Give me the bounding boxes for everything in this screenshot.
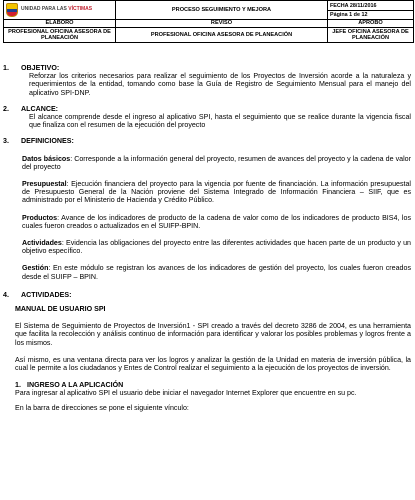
- paragraph: Para ingresar al aplicativo SPI el usuario debe iniciar el navegador Internet Explorer que encuentre en su pc.: [15, 389, 357, 398]
- definition-item: Productos: Avance de los indicadores de producto de la cadena de valor como de los indicadores de producto BIS4, los cuales fueron creados o actualizados en el SUIFP-BPIN.: [22, 213, 411, 230]
- definition-item: Gestión: En este módulo se registran los avances de los indicadores de gestión del proyecto, los cuales fueron creados desde el SUIFP – BPIN.: [22, 264, 411, 281]
- process-title: PROCESO SEGUIMIENTO Y MEJORA: [116, 1, 328, 20]
- document-date: FECHA 28/11/2016: [330, 2, 377, 9]
- definition-item: Actividades: Evidencia las obligaciones del proyecto entre las diferentes actividades que hacen parte de un producto y un objetivo específico.: [22, 239, 411, 256]
- date-page-cell: [328, 1, 414, 20]
- col-elaboro-label: ELABORÓ: [4, 20, 116, 28]
- paragraph: En la barra de direcciones se pone el siguiente vínculo:: [15, 403, 189, 412]
- definition-term: Productos: [22, 213, 58, 222]
- section-text: El alcance comprende desde el ingreso al aplicativo SPI, hasta el seguimiento que se realice durante la vigencia fiscal que finaliza con el resumen de la ejecución del proyecto: [29, 113, 411, 130]
- manual-title: MANUAL DE USUARIO SPI: [15, 305, 106, 314]
- section-alcance: 2. ALCANCE: El alcance comprende desde el ingreso al aplicativo SPI, hasta el seguimiento que se realice durante la vigencia fiscal que finaliza con el resumen de la ejecución del proyecto: [3, 104, 411, 130]
- section-title: OBJETIVO:: [21, 64, 60, 72]
- definition-term: Datos básicos: [22, 154, 71, 163]
- document-header-table: [3, 0, 414, 43]
- section-title: ALCANCE:: [21, 104, 59, 113]
- section-definiciones: 3. DEFINICIONES: Datos básicos: Corresponde a la información general del proyecto, resumen de avances del proyecto y la cadena de valor del proyecto Presupuestal: Ejecución financiera del proyecto para la vigencia por fuente de financiación. La información presupuestal de Presupuesto General de la Nación proviene del Sistema Integrado de Información Financiera – SIIF, que es administrado por el Ministerio de Hacienda y Crédito Público. Productos: Avance de los indicadores de producto de la cadena de valor como de los indicadores de producto BIS4, los cuales fueron creados o actualizados en el SUIFP-BPIN. Actividades: Evidencia las obligaciones del proyecto entre las diferentes actividades que hacen parte de un producto y un objetivo específico. Gestión: En este módulo se registran los avances de los indicadores de gestión del proyecto, los cuales fueron creados desde el SUIFP – BPIN.: [3, 137, 411, 281]
- section-title: ACTIVIDADES:: [21, 290, 72, 299]
- section-text: Reforzar los criterios necesarios para realizar el seguimiento de los Proyectos de Inversión acorde a la naturaleza y requerimientos de la entidad, tomando como base la Guía de Registro de Seguimiento Mensual para el manejo del aplicativo SPI-DNP.: [29, 72, 411, 97]
- logo: UNIDAD PARA LAS VÍCTIMAS: [6, 3, 113, 17]
- section-actividades: 4. ACTIVIDADES: MANUAL DE USUARIO SPI El Sistema de Seguimiento de Proyectos de Inversión1 - SPI creado a través del decreto 3286 de 2004, es una herramienta que facilita la recolección y análisis continuo de información para identificar y valorar los posibles problemas y logros frente a los mismos. Así mismo, es una ventana directa para ver los logros y analizar la gestión de la Unidad en materia de inversión pública, la cual le permite a los ciudadanos y Entes de Control realizar el seguimiento a la ejecución de los proyectos de inversión. 1. INGRESO A LA APLICACIÓN Para ingresar al aplicativo SPI el usuario debe iniciar el navegador Internet Explorer que encuentre en su pc. En la barra de direcciones se pone el siguiente vínculo:: [3, 290, 411, 412]
- paragraph: Así mismo, es una ventana directa para ver los logros y analizar la gestión de la Unidad en materia de inversión pública, la cual le permite a los ciudadanos y Entes de Control realizar el seguimiento a la ejecución de los proyectos de inversión.: [15, 355, 411, 373]
- reviso-value: PROFESIONAL OFICINA ASESORA DE PLANEACIÓN: [116, 28, 328, 43]
- col-aprobo-label: APROBÓ: [328, 20, 414, 28]
- page-number: Página 1 de 12: [328, 10, 413, 19]
- definition-item: Datos básicos: Corresponde a la información general del proyecto, resumen de avances del proyecto y la cadena de valor del proyecto: [22, 154, 411, 171]
- definition-term: Gestión: [22, 264, 49, 273]
- aprobo-value: JEFE OFICINA ASESORA DE PLANEACIÓN: [328, 28, 414, 43]
- definition-term: Actividades: [22, 239, 62, 248]
- logo-cell: [4, 1, 116, 20]
- subsection-title: 1. INGRESO A LA APLICACIÓN: [15, 381, 124, 390]
- section-objetivo: 1. OBJETIVO: Reforzar los criterios necesarios para realizar el seguimiento de los Proyectos de Inversión acorde a la naturaleza y requerimientos de la entidad, tomando como base la Guía de Registro de Seguimiento Mensual para el manejo del aplicativo SPI-DNP.: [3, 64, 411, 97]
- coat-of-arms-icon: [6, 3, 18, 17]
- elaboro-value: PROFESIONAL OFICINA ASESORA DE PLANEACIÓN: [4, 28, 116, 43]
- definition-term: Presupuestal: [22, 180, 67, 189]
- col-reviso-label: REVISÓ: [116, 20, 328, 28]
- definition-item: Presupuestal: Ejecución financiera del proyecto para la vigencia por fuente de financiación. La información presupuestal de Presupuesto General de la Nación proviene del Sistema Integrado de Información Financiera – SIIF, que es administrado por el Ministerio de Hacienda y Crédito Público.: [22, 180, 411, 205]
- document-body: [3, 64, 411, 412]
- section-title: DEFINICIONES:: [21, 137, 74, 146]
- paragraph: El Sistema de Seguimiento de Proyectos de Inversión1 - SPI creado a través del decreto 3286 de 2004, es una herramienta que facilita la recolección y análisis continuo de información para identificar y valorar los posibles problemas y logros frente a los mismos.: [15, 322, 411, 347]
